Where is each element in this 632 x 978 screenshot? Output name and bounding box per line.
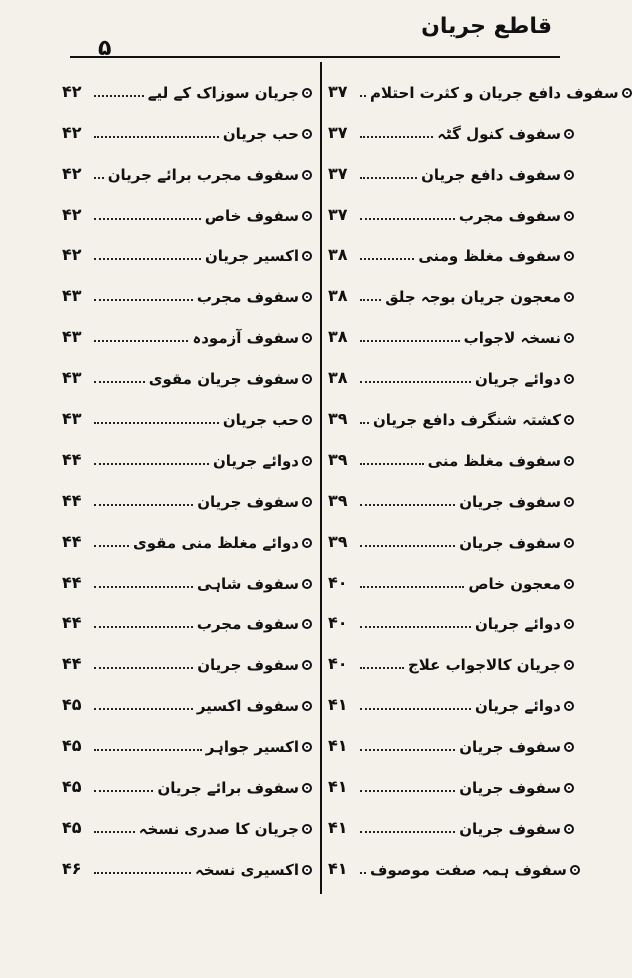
toc-entry-page: ۴۴ [62,572,82,592]
toc-entry-page: ۴۱ [328,695,348,715]
toc-entry-title: سفوف دافع جریان و کثرت احتلام [370,83,619,102]
bullet-icon [302,865,312,875]
toc-entry [62,516,312,557]
toc-entry-title: نسخہ لاجواب [463,329,561,348]
dot-leader [360,95,366,97]
bullet-icon [302,211,312,221]
toc-entry-title: سفوف مجرب برائے جریان [107,165,299,184]
toc-entry-page: ۴۲ [62,81,82,101]
dot-leader [94,667,193,669]
toc-entry [62,638,312,679]
bullet-icon [564,660,574,670]
bullet-icon [564,824,574,834]
column-divider [320,62,322,894]
bullet-icon [302,783,312,793]
dot-leader [94,463,209,465]
toc-entry [328,189,574,230]
bullet-icon [564,742,574,752]
toc-entry [62,598,312,639]
bullet-icon [564,783,574,793]
toc-entry-page: ۳۷ [328,81,348,101]
toc-entry-page: ۳۹ [328,490,348,510]
toc-entry-title: حب جریان [222,411,299,430]
bullet-icon [302,292,312,302]
toc-entry [62,352,312,393]
toc-entry-title: سفوف کنول گٹہ [437,124,561,143]
toc-entry-page: ۴۵ [62,817,82,837]
dot-leader [360,422,369,424]
bullet-icon [622,88,632,98]
bullet-icon [564,701,574,711]
dot-leader [94,749,202,751]
dot-leader [94,340,188,342]
dot-leader [94,586,193,588]
bullet-icon [302,129,312,139]
bullet-icon [302,497,312,507]
toc-entry [328,557,574,598]
dot-leader [360,872,366,874]
toc-entry [328,843,574,884]
toc-entry-title: جریان کا صدری نسخہ [138,819,299,838]
dot-leader [94,299,193,301]
dot-leader [94,790,153,792]
toc-entry-title: دوائے جریان [474,615,561,634]
dot-leader [360,545,455,547]
toc-right-column [328,66,619,884]
toc-entry-title: معجون جریان بوجہ جلق [385,288,561,307]
bullet-icon [564,292,574,302]
bullet-icon [570,865,580,875]
toc-entry-title: دوائے جریان [212,451,299,470]
toc-entry-page: ۴۲ [62,122,82,142]
toc-entry-title: سفوف مجرب [458,206,561,225]
toc-entry-page: ۴۵ [62,777,82,797]
toc-entry-title: دوائے جریان [474,370,561,389]
bullet-icon [302,742,312,752]
toc-entry [328,720,574,761]
dot-leader [94,831,135,833]
dot-leader [360,586,464,588]
toc-entry-page: ۴۴ [62,654,82,674]
dot-leader [360,136,433,138]
toc-entry-page: ۴۵ [62,695,82,715]
toc-entry-title: سفوف جریان [459,819,561,838]
bullet-icon [564,619,574,629]
dot-leader [94,504,193,506]
toc-entry-page: ۳۸ [328,368,348,388]
dot-leader [360,504,455,506]
dot-leader [360,340,460,342]
toc-entry-page: ۴۰ [328,613,348,633]
toc-entry [328,598,574,639]
dot-leader [94,136,219,138]
dot-leader [360,667,404,669]
bullet-icon [302,88,312,98]
toc-entry-title: دوائے جریان [474,697,561,716]
dot-leader [360,463,424,465]
toc-entry [62,679,312,720]
bullet-icon [302,251,312,261]
toc-entry [328,107,574,148]
dot-leader [360,749,455,751]
toc-entry [328,352,574,393]
toc-entry [328,761,574,802]
toc-entry [62,189,312,230]
toc-entry [62,557,312,598]
toc-entry-page: ۴۳ [62,368,82,388]
toc-entry-page: ۳۷ [328,163,348,183]
toc-entry [62,107,312,148]
toc-entry [328,638,574,679]
bullet-icon [302,456,312,466]
bullet-icon [564,456,574,466]
toc-entry-page: ۳۹ [328,449,348,469]
toc-entry-page: ۴۲ [62,245,82,265]
toc-entry-title: اکسیری نسخہ [194,860,299,879]
toc-entry [62,393,312,434]
toc-entry-page: ۴۰ [328,572,348,592]
dot-leader [360,831,455,833]
toc-entry-title: اکسیر جریان [204,247,299,266]
bullet-icon [302,619,312,629]
bullet-icon [302,333,312,343]
header-rule [70,56,560,58]
toc-left-column [62,66,312,884]
toc-entry [328,434,574,475]
toc-entry-page: ۳۸ [328,327,348,347]
dot-leader [360,177,417,179]
dot-leader [94,218,201,220]
dot-leader [360,790,455,792]
toc-entry-title: سفوف برائے جریان [157,779,299,798]
bullet-icon [564,579,574,589]
bullet-icon [564,333,574,343]
bullet-icon [564,129,574,139]
dot-leader [94,258,201,260]
toc-entry [62,148,312,189]
toc-entry-page: ۳۷ [328,204,348,224]
toc-entry-title: سفوف اکسیر [196,697,299,716]
toc-entry-title: سفوف جریان [459,779,561,798]
toc-entry [62,270,312,311]
toc-entry-title: سفوف دافع جریان [421,165,561,184]
toc-entry-page: ۴۱ [328,858,348,878]
dot-leader [94,177,104,179]
toc-entry-title: سفوف مغلظ ومنی [418,247,561,266]
toc-entry-page: ۴۰ [328,654,348,674]
toc-entry-title: سفوف خاص [204,206,299,225]
toc-entry-title: جریان کالاجواب علاج [407,656,561,675]
toc-entry [328,516,574,557]
dot-leader [360,708,471,710]
toc-entry-title: سفوف جریان [459,492,561,511]
dot-leader [360,626,471,628]
toc-entry-page: ۴۱ [328,736,348,756]
toc-entry [328,270,574,311]
dot-leader [94,626,193,628]
bullet-icon [302,415,312,425]
toc-entry-page: ۴۴ [62,531,82,551]
bullet-icon [564,374,574,384]
toc-entry-title: سفوف مجرب [196,288,299,307]
bullet-icon [302,701,312,711]
toc-entry-title: سفوف جریان [197,656,299,675]
toc-entry-title: کشتہ شنگرف دافع جریان [372,411,561,430]
dot-leader [94,872,191,874]
toc-entry-title: سفوف مجرب [196,615,299,634]
bullet-icon [302,660,312,670]
toc-entry [328,66,619,107]
dot-leader [360,299,381,301]
toc-entry-page: ۴۴ [62,490,82,510]
toc-entry-title: سفوف جریان مقوی [148,370,299,389]
toc-entry-title: سفوف جریان [459,738,561,757]
toc-entry [328,311,574,352]
toc-entry-page: ۴۳ [62,286,82,306]
bullet-icon [564,538,574,548]
toc-entry-page: ۳۸ [328,286,348,306]
toc-entry-title: معجون خاص [468,574,561,593]
toc-entry [62,761,312,802]
bullet-icon [564,415,574,425]
toc-entry [62,230,312,271]
bullet-icon [302,579,312,589]
toc-entry-title: سفوف مغلظ منی [427,451,561,470]
running-header-title: قاطع جریان [421,14,552,39]
toc-entry [62,843,312,884]
toc-entry-title: جریان سوزاک کے لیے [147,83,299,102]
dot-leader [360,218,455,220]
toc-entry [62,311,312,352]
toc-entry [328,475,574,516]
bullet-icon [564,211,574,221]
toc-entry-title: سفوف شاہی [197,574,299,593]
bullet-icon [564,497,574,507]
dot-leader [94,381,145,383]
toc-entry-page: ۴۳ [62,327,82,347]
toc-entry [62,434,312,475]
toc-entry-title: سفوف جریان [197,492,299,511]
toc-entry [328,802,574,843]
bullet-icon [564,251,574,261]
dot-leader [360,258,414,260]
toc-entry-page: ۴۲ [62,204,82,224]
bullet-icon [302,374,312,384]
toc-entry-page: ۴۲ [62,163,82,183]
toc-entry [328,230,574,271]
dot-leader [94,708,193,710]
toc-entry [62,475,312,516]
toc-entry-page: ۳۸ [328,245,348,265]
toc-entry-title: سفوف جریان [459,533,561,552]
dot-leader [94,95,144,97]
bullet-icon [564,170,574,180]
toc-entry-page: ۴۳ [62,409,82,429]
page-number: ۵ [98,36,112,61]
toc-entry-page: ۴۱ [328,817,348,837]
toc-entry-title: سفوف ہمہ صفت موصوف [370,860,567,879]
dot-leader [94,422,219,424]
toc-entry-title: سفوف آزمودہ [192,329,299,348]
toc-entry-title: اکسیر جواہر [205,738,299,757]
toc-entry [62,720,312,761]
toc-entry-page: ۴۴ [62,449,82,469]
toc-entry-page: ۳۷ [328,122,348,142]
toc-entry [62,802,312,843]
bullet-icon [302,538,312,548]
toc-entry [62,66,312,107]
toc-entry [328,393,574,434]
toc-entry-title: حب جریان [222,124,299,143]
toc-entry [328,679,574,720]
bullet-icon [302,824,312,834]
dot-leader [94,545,129,547]
toc-entry-page: ۴۴ [62,613,82,633]
dot-leader [360,381,471,383]
toc-entry-page: ۴۶ [62,858,82,878]
toc-entry-title: دوائے مغلظ منی مقوی [132,533,299,552]
toc-entry-page: ۳۹ [328,531,348,551]
toc-entry-page: ۴۵ [62,736,82,756]
toc-entry [328,148,574,189]
toc-entry-page: ۴۱ [328,777,348,797]
toc-entry-page: ۳۹ [328,409,348,429]
bullet-icon [302,170,312,180]
